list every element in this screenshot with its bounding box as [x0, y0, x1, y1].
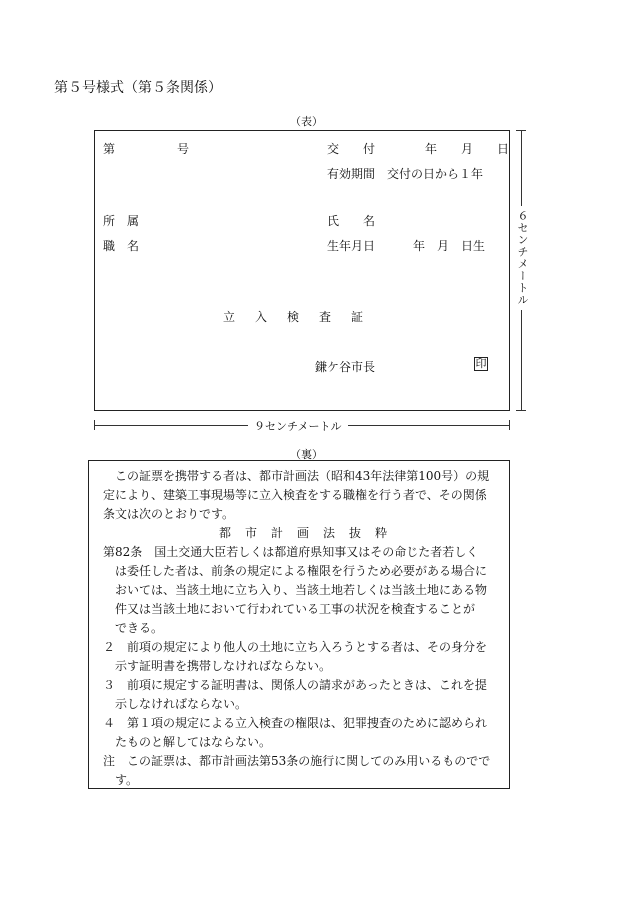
- birthdate-value: 年 月 日生: [413, 239, 486, 253]
- validity-period: 有効期間 交付の日から１年: [327, 167, 484, 181]
- back-text-line: 示す証明書を携帯しなければならない。: [115, 659, 332, 673]
- issuer: 鎌ケ谷市長: [315, 360, 376, 374]
- excerpt-heading: 都市計画法抜粋: [219, 526, 402, 540]
- issue-label: 交 付: [327, 142, 376, 156]
- form-title: 第５号様式（第５条関係）: [54, 80, 222, 96]
- width-dimension-label: ９センチメートル: [248, 418, 348, 434]
- back-text-line: ２ 前項の規定により他人の土地に立ち入ろうとする者は、その身分を: [103, 640, 488, 654]
- seal-mark: 印: [475, 357, 487, 370]
- back-text-line: できる。: [115, 621, 164, 635]
- number-prefix: 第: [103, 142, 116, 156]
- height-dimension-label: ６センチメートル: [514, 206, 530, 310]
- back-text-line: 条文は次のとおりです。: [103, 507, 235, 521]
- back-text-line: す。: [115, 773, 139, 787]
- affiliation-label: 所 属: [103, 214, 140, 228]
- back-text-line: 件又は当該土地において行われている工事の状況を検査することが: [115, 602, 476, 616]
- height-tick-bottom: [516, 410, 526, 411]
- back-card: [88, 460, 510, 789]
- name-label: 氏 名: [327, 214, 376, 228]
- back-text-line: ３ 前項に規定する証明書は、関係人の請求があったときは、これを提: [103, 678, 487, 692]
- width-tick-right: [509, 420, 510, 430]
- card-title: 立入検査証: [223, 310, 384, 324]
- back-text-line: は委任した者は、前条の規定による権限を行うため必要がある場合に: [115, 564, 488, 578]
- front-caption: （表）: [290, 115, 323, 128]
- back-text-line: たものと解してはならない。: [115, 735, 272, 749]
- back-caption: （裏）: [290, 448, 323, 461]
- issue-date: 年 月 日: [425, 142, 510, 156]
- back-text-line: 定により、建築工事現場等に立入検査をする職権を行う者で、その関係: [103, 488, 487, 502]
- back-text-line: 示しなければならない。: [115, 697, 248, 711]
- back-text-line: おいては、当該土地に立ち入り、当該土地若しくは当該土地にある物: [115, 583, 488, 597]
- back-text-line: 注 この証票は、都市計画法第53条の施行に関してのみ用いるものでで: [103, 754, 491, 768]
- back-text-line: この証票を携帯する者は、都市計画法（昭和43年法律第100号）の規: [103, 469, 490, 483]
- number-suffix: 号: [177, 142, 190, 156]
- birthdate-label: 生年月日: [327, 239, 376, 253]
- position-label: 職 名: [103, 239, 140, 253]
- back-text-line: ４ 第１項の規定による立入検査の権限は、犯罪捜査のために認められ: [103, 716, 488, 730]
- back-text-line: 第82条 国土交通大臣若しくは都道府県知事又はその命じた者若しく: [103, 545, 479, 559]
- front-card: [94, 130, 510, 411]
